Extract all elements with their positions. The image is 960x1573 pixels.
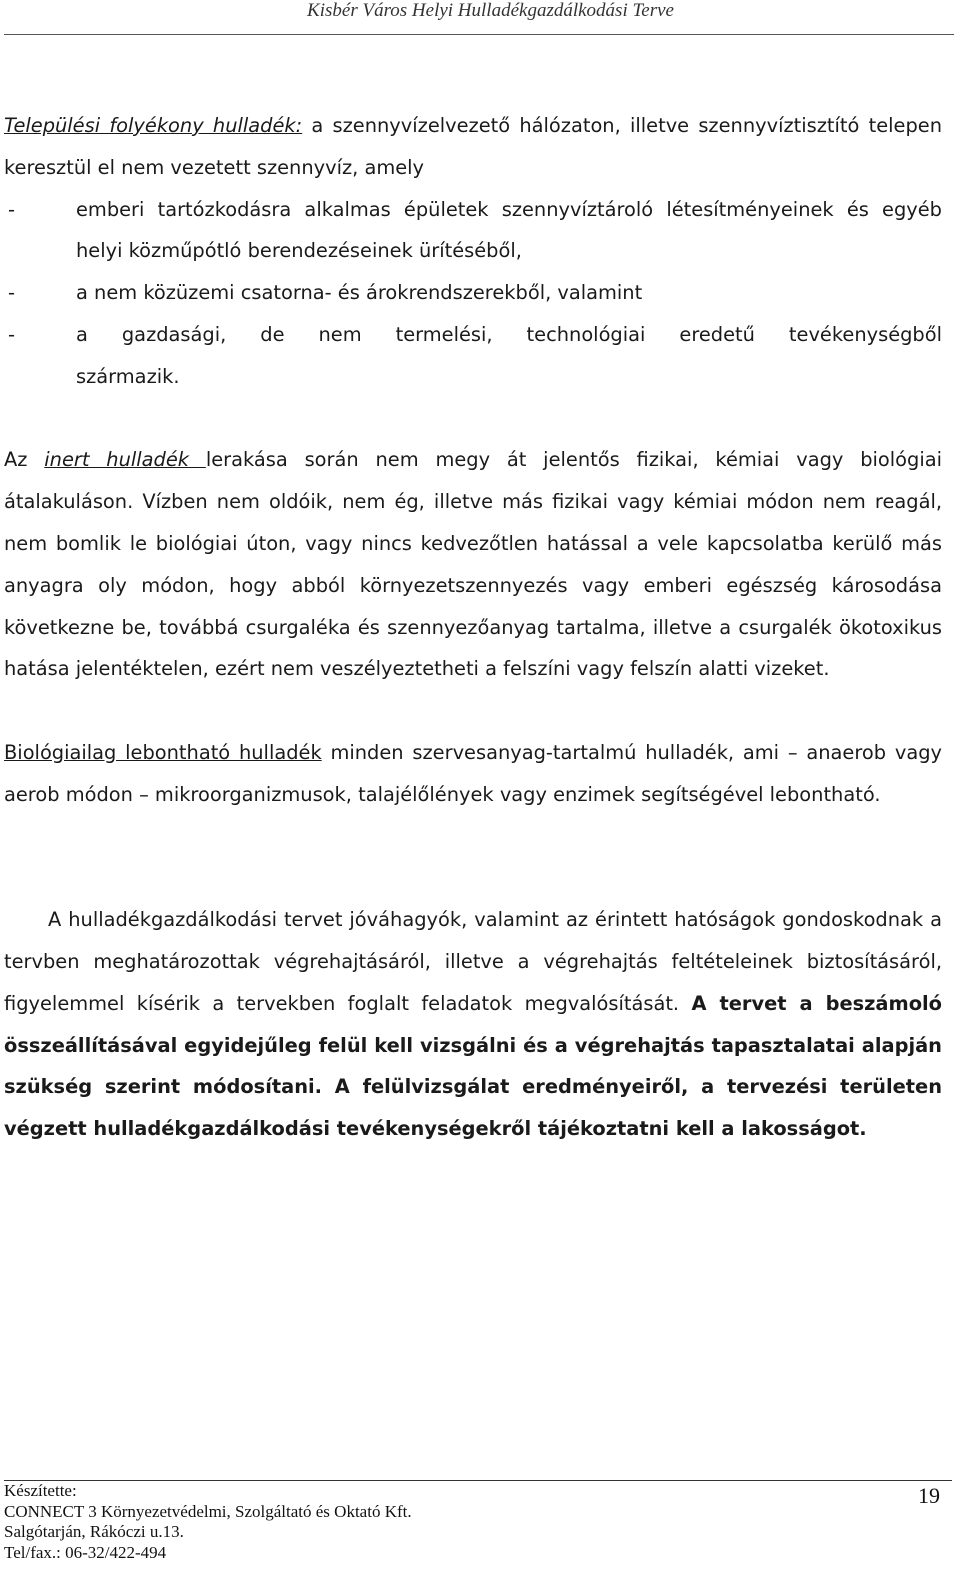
footer-phone: Tel/fax.: 06-32/422-494 xyxy=(4,1542,167,1562)
footer-company: CONNECT 3 Környezetvédelmi, Szolgáltató és Oktató Kft. xyxy=(4,1501,412,1521)
paragraph-text: minden szervesanyag-tartalmú hulladék, ami – anaerob vagy aerob módon – mikroorganizmusok, talajélőlények vagy enzimek segítségével lebontható. xyxy=(4,740,942,806)
page-header xyxy=(0,0,960,34)
paragraph-bold-text: A tervet a beszámoló összeállításával egyidejűleg felül kell vizsgálni és a végrehajtás tapasztalatai alapján szükség szerint módosítani. A felülvizsgálat eredményeiről, a tervezési területen végzett hulladékgazdálkodási tevékenységekről tájékoztatni kell a lakosságot. xyxy=(4,991,943,1141)
page-footer xyxy=(4,1480,952,1563)
page-number: 19 xyxy=(918,1483,940,1508)
term-biodegradable-waste: Biológiailag lebontható hulladék xyxy=(4,740,322,764)
list-item xyxy=(4,189,942,273)
paragraph-inert-waste xyxy=(4,439,942,690)
header-divider xyxy=(4,34,954,35)
list-item-text: a nem közüzemi csatorna- és árokrendszerekből, valamint xyxy=(76,281,643,305)
paragraph-text: a szennyvízelvezető hálózaton, illetve szennyvíztisztító telepen keresztül el nem vezetett szennyvíz, amely xyxy=(4,114,942,179)
footer-address: Salgótarján, Rákóczi u.13. xyxy=(4,1522,184,1541)
list-item xyxy=(4,272,942,314)
document-title: Kisbér Város Helyi Hulladékgazdálkodási Terve xyxy=(307,0,674,21)
footer-contact xyxy=(4,1481,952,1563)
list-item-text: a gazdasági, de nem termelési, technológiai eredetű tevékenységből xyxy=(76,322,942,346)
paragraph-text: lerakása során nem megy át jelentős fizikai, kémiai vagy biológiai átalakuláson. Vízben nem oldóik, nem ég, illetve más fizikai vagy kémiai módon nem reagál, nem bomlik le biológiai úton, vagy nincs kedvezőtlen hatással a vele kapcsolatba kerülő más anyagra oly módon, hogy abból környezetszennyezés vagy emberi egészség károsodása következne be, továbbá csurgaléka és szennyezőanyag tartalma, illetve a csurgalék ökotoxikus hatása jelentéktelen, ezért nem veszélyeztetheti a felszíni vagy felszín alatti vizeket. xyxy=(4,448,943,681)
list-item xyxy=(4,314,942,356)
document-body xyxy=(4,105,942,1150)
list-dash: - xyxy=(8,322,15,346)
paragraph-text: A hulladékgazdálkodási tervet jóváhagyók, valamint az érintett hatóságok gondoskodnak a tervben meghatározottak végrehajtásáról, illetve a végrehajtás feltételeinek biztosításáról, figyelemmel kísérik a tervekben foglalt feladatok megvalósítását. xyxy=(4,908,942,1015)
paragraph-plan-approval xyxy=(4,899,942,1150)
paragraph-liquid-waste xyxy=(4,105,942,189)
paragraph-prefix: Az xyxy=(4,448,45,472)
list-dash: - xyxy=(8,281,15,305)
list-item-text: emberi tartózkodásra alkalmas épületek szennyvíztároló létesítményeinek és egyéb helyi közműpótló berendezéseinek ürítéséből, xyxy=(76,197,942,263)
paragraph-biodegradable-waste xyxy=(4,732,942,816)
footer-author-label: Készítette: xyxy=(4,1481,77,1500)
term-inert-waste: inert hulladék xyxy=(44,448,206,472)
list-ending: származik. xyxy=(76,364,180,388)
term-liquid-waste: Települési folyékony hulladék: xyxy=(4,114,303,137)
list-dash: - xyxy=(8,197,15,221)
